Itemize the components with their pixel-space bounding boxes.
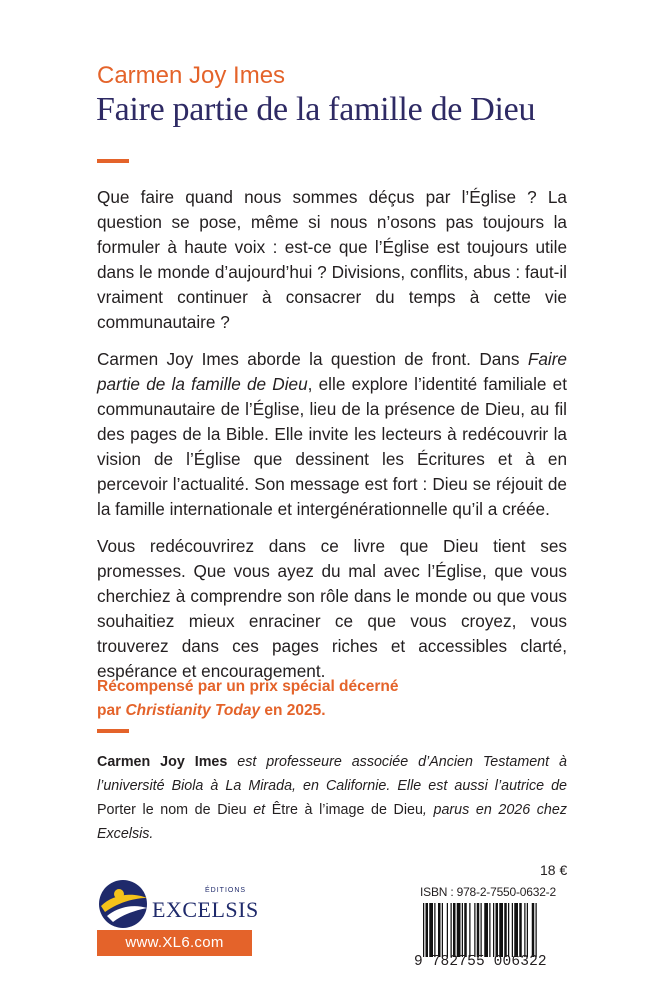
blurb-paragraph-2 [97,347,567,522]
barcode-bar [508,903,509,957]
blurb-p2-text-a: Carmen Joy Imes aborde la question de front. Dans [97,349,528,369]
barcode-bar [493,903,494,957]
barcode-bar [519,903,522,957]
blurb-paragraph-1: Que faire quand nous sommes déçus par l’Église ? La question se pose, même si nous n’osons pas toujours la formuler à haute voix : est-ce que l’Église est toujours utile dans le monde d’aujourd’hui ? Divisions, conflits, abus : faut-il vraiment continuer à consacrer du temps à cette vie communautaire ? [97,187,567,332]
barcode-bar [464,903,467,957]
bio-book-2: Être à l’image de Dieu [271,802,423,818]
publisher-logo [97,870,267,930]
barcode-bar [536,903,537,957]
barcode-bar [524,903,525,957]
blurb [97,185,567,696]
publisher-name: EXCELSIS [152,897,259,922]
barcode-bar [462,903,463,957]
barcode-bar [514,903,518,957]
barcode-digits: 9 782755 006322 [414,954,547,970]
barcode-bar [474,903,475,957]
barcode-bar [484,903,488,957]
barcode-bar [423,903,424,957]
price: 18 € [540,862,568,878]
orange-divider-top [97,159,129,163]
barcode-bar [489,903,490,957]
bio-text-1: est professeure associée d’Ancien Testament à l’université Biola à La Mirada, en Californie. Elle est aussi l’autrice de [97,754,567,794]
award-line-2 [97,699,567,723]
barcode-bar [481,903,482,957]
barcode-bar [434,903,435,957]
award-line-1: Récompensé par un prix spécial décerné [97,678,399,695]
bio-text-3: , parus en 2026 chez Excelsis. [97,802,567,842]
orange-divider-bottom [97,729,129,733]
barcode-bar [532,903,535,957]
barcode-bar [451,903,452,957]
barcode-bar [496,903,499,957]
publisher-url[interactable]: www.XL6.com [97,930,252,956]
barcode-bar [512,903,513,957]
barcode-bar [469,903,470,957]
bio-book-1: Porter le nom de Dieu [97,802,247,818]
bio-author-name: Carmen Joy Imes [97,754,228,770]
barcode [423,903,568,957]
blurb-p2-text-b: , elle explore l’identité familiale et communautaire de l’Église, lieu de la présence de Dieu, au fil des pages de la Bible. Elle invite les lecteurs à redécouvrir la vision de l’Église que dessinent les Écritures et à en percevoir l’actualité. Son message est fort : Dieu se réjouit de la famille internationale et intergénérationnelle qu’il a créée. [97,374,567,519]
barcode-bar [438,903,441,957]
award-post: en 2025. [260,702,326,719]
award-pre: par [97,702,126,719]
barcode-bar [429,903,433,957]
author-bio [97,750,567,846]
blurb-p2-book-title: Faire partie de la famille de Dieu [97,349,567,394]
award-note [97,675,567,723]
barcode-bar [447,903,448,957]
barcode-bar [442,903,443,957]
barcode-bar [453,903,456,957]
award-magazine: Christianity Today [125,702,261,719]
author-name: Carmen Joy Imes [97,62,286,89]
barcode-bar [499,903,503,957]
isbn: ISBN : 978-2-7550-0632-2 [420,885,556,899]
excelsis-globe-icon [97,876,153,932]
publisher-label: ÉDITIONS [205,887,247,894]
book-title: Faire partie de la famille de Dieu [96,91,536,128]
barcode-bar [527,903,528,957]
barcode-bar [504,903,507,957]
barcode-bar [477,903,480,957]
barcode-bar [426,903,429,957]
bio-text-2: et [246,802,272,818]
blurb-paragraph-3: Vous redécouvrirez dans ce livre que Dieu tient ses promesses. Que vous ayez du mal avec l’Église, que vous cherchiez à comprendre son rôle dans le monde ou que vous souhaitiez mieux enraciner ce que vous croyez, vous trouverez dans ces pages riches et accessibles clarté, espérance et encouragement. [97,536,567,681]
barcode-bar [457,903,461,957]
